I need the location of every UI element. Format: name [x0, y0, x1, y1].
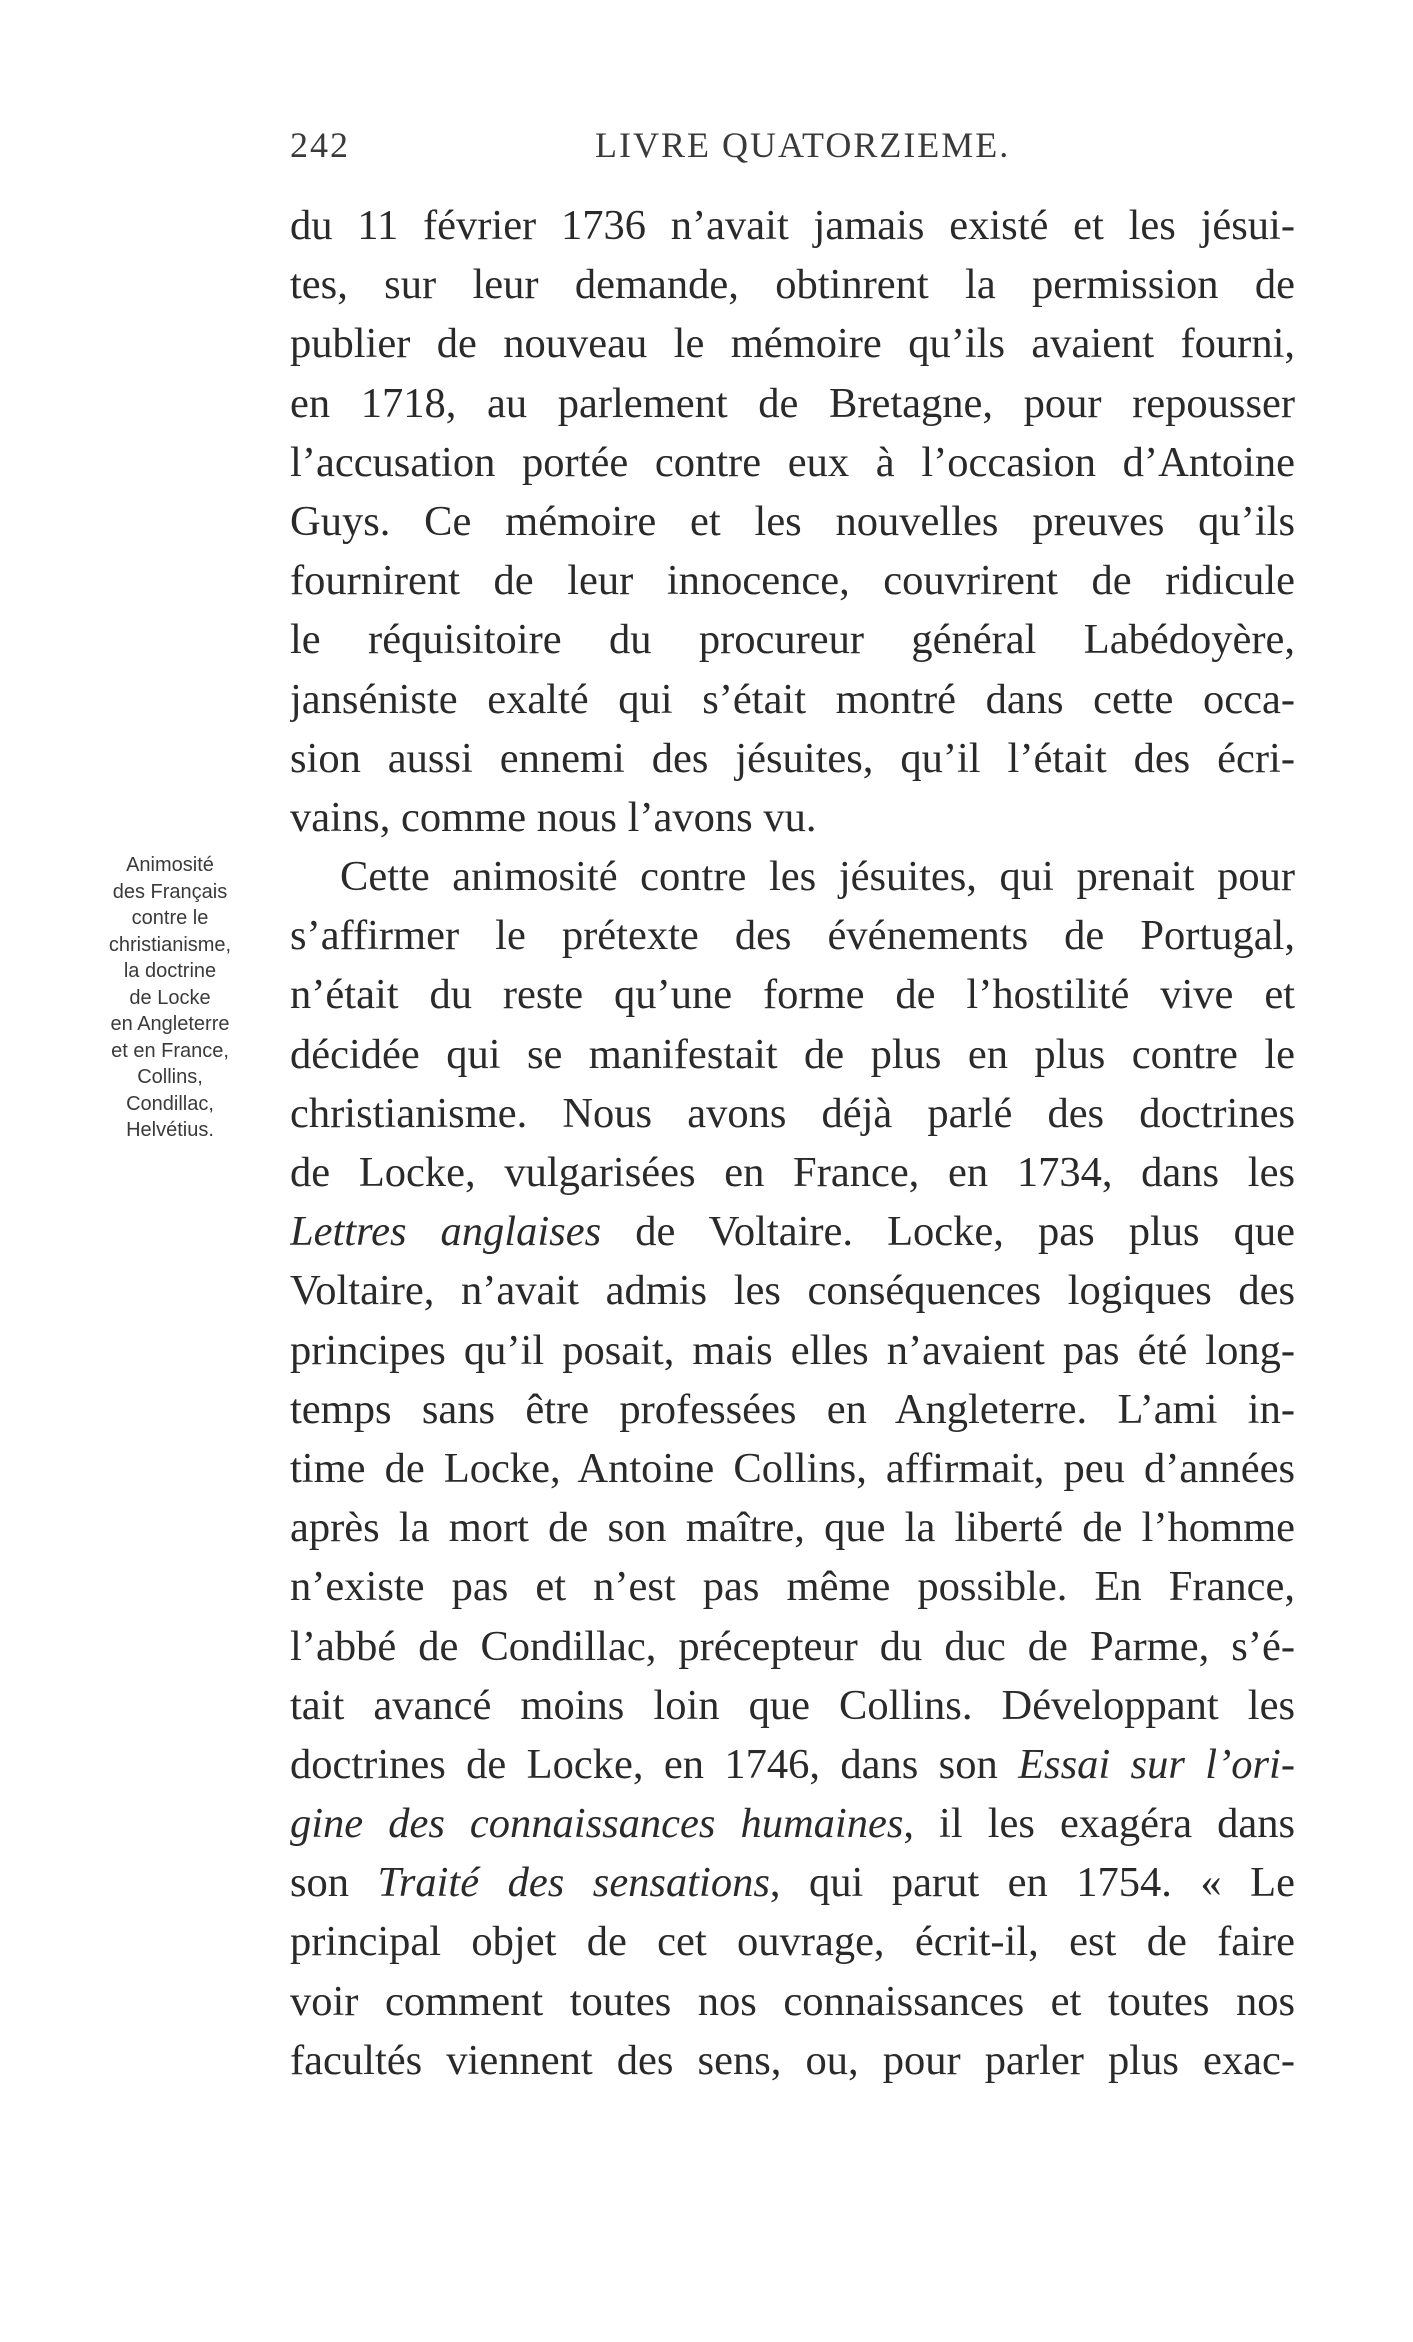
text-line: l’accusation portée contre eux à l’occasion d’Antoine: [290, 438, 1295, 486]
text-line: après la mort de son maître, que la liberté de l’homme: [290, 1504, 1295, 1552]
text-line: décidée qui se manifestait de plus en plus contre le: [290, 1030, 1295, 1078]
margin-note-line: et en France,: [111, 1039, 229, 1062]
margin-note-line: christianisme,: [108, 933, 232, 956]
margin-note: [70, 852, 270, 1144]
italic-title: Traité des sensations: [377, 1859, 770, 1907]
text-line: principes qu’il posait, mais elles n’avaient pas été long-: [290, 1326, 1295, 1374]
text-line: le réquisitoire du procureur général Labédoyère,: [290, 616, 1295, 664]
text-line: time de Locke, Antoine Collins, affirmait, peu d’années: [290, 1444, 1295, 1492]
paragraph-start-line: Cette animosité contre les jésuites, qui prenait pour: [340, 853, 1295, 901]
text-line: publier de nouveau le mémoire qu’ils avaient fourni,: [290, 320, 1295, 368]
margin-note-line: Helvétius.: [126, 1119, 214, 1141]
text-line: n’existe pas et n’est pas même possible. En France,: [290, 1563, 1295, 1611]
text-line: janséniste exalté qui s’était montré dans cette occa-: [290, 675, 1295, 723]
text-line: gine des connaissances humaines, il les exagéra dans: [290, 1800, 1295, 1848]
running-title: LIVRE QUATORZIEME.: [595, 125, 1011, 165]
italic-title: gine des connaissances humaines: [290, 1800, 904, 1848]
text-line: temps sans être professées en Angleterre. L’ami in-: [290, 1385, 1295, 1433]
text-line: Voltaire, n’avait admis les conséquences logiques des: [290, 1267, 1295, 1315]
text-line: son Traité des sensations, qui parut en 1754. « Le: [290, 1859, 1295, 1907]
text-line: doctrines de Locke, en 1746, dans son Essai sur l’ori-: [290, 1740, 1295, 1788]
text-line: fournirent de leur innocence, couvrirent de ridicule: [290, 557, 1295, 605]
page-number: 242: [290, 125, 350, 165]
margin-note-line: Collins,: [137, 1066, 203, 1088]
text-line: du 11 février 1736 n’avait jamais existé et les jésui-: [290, 202, 1295, 249]
text-line: l’abbé de Condillac, précepteur du duc de Parme, s’é-: [290, 1622, 1295, 1670]
text-line: Lettres anglaises de Voltaire. Locke, pas plus que: [290, 1208, 1295, 1256]
margin-note-line: des Français: [112, 880, 228, 903]
margin-note-line: en Angleterre: [110, 1013, 230, 1035]
paragraph-end-line: vains, comme nous l’avons vu.: [290, 793, 817, 841]
text-line: n’était du reste qu’une forme de l’hostilité vive et: [290, 971, 1295, 1019]
text-line: en 1718, au parlement de Bretagne, pour repousser: [290, 379, 1295, 427]
text-line: de Locke, vulgarisées en France, en 1734, dans les: [290, 1149, 1295, 1196]
margin-note-line: Condillac,: [126, 1092, 214, 1115]
running-head: [290, 124, 1295, 174]
text-line: tes, sur leur demande, obtinrent la permission de: [290, 261, 1295, 309]
margin-note-line: Animosité: [126, 854, 214, 876]
italic-title: Essai sur l’ori-: [1018, 1740, 1295, 1788]
text-line: tait avancé moins loin que Collins. Développant les: [290, 1681, 1295, 1729]
text-line: facultés viennent des sens, ou, pour parler plus exac-: [290, 2036, 1295, 2084]
text-line: Guys. Ce mémoire et les nouvelles preuves qu’ils: [290, 497, 1295, 545]
body-text: [290, 196, 1295, 2090]
text-line: christianisme. Nous avons déjà parlé des doctrines: [290, 1089, 1295, 1137]
margin-note-line: la doctrine: [123, 960, 217, 982]
margin-note-line: contre le: [131, 907, 209, 929]
text-line: voir comment toutes nos connaissances et toutes nos: [290, 1977, 1295, 2025]
text-line: sion aussi ennemi des jésuites, qu’il l’était des écri-: [290, 734, 1295, 782]
text-line: s’affirmer le prétexte des événements de Portugal,: [290, 912, 1295, 960]
text-line: principal objet de cet ouvrage, écrit-il, est de faire: [290, 1918, 1295, 1966]
italic-title: Lettres anglaises: [290, 1208, 602, 1256]
margin-note-line: de Locke: [129, 986, 211, 1009]
